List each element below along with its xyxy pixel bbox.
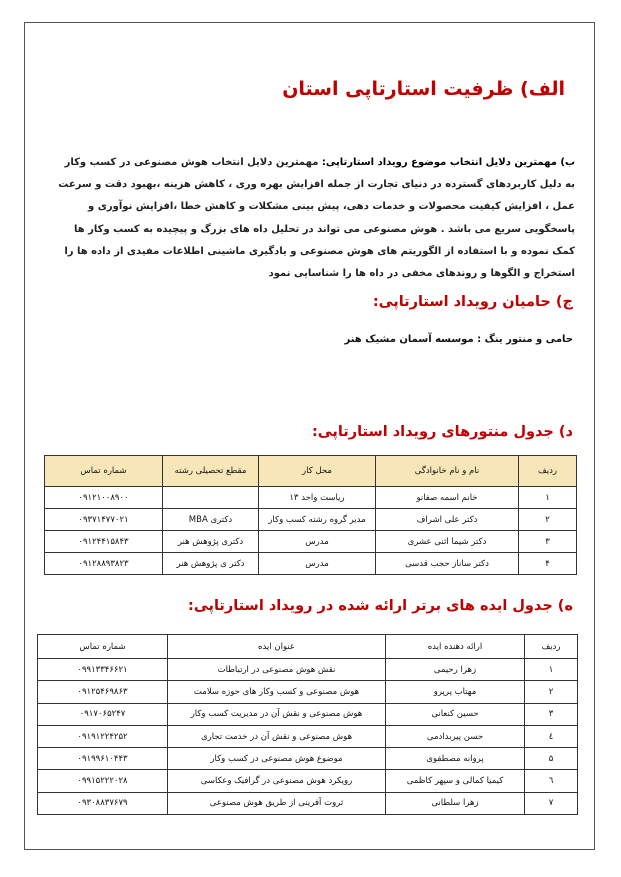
- idea-phone: ۰۹۹۱۵۲۲۲۰۲۸: [38, 770, 168, 792]
- mentor-degree: دکتر ی پژوهش هنر: [163, 553, 259, 575]
- mentor-phone: ۰۹۱۲۸۸۹۳۸۲۳: [45, 553, 163, 575]
- mentors-header-degree: مقطع تحصیلی رشته: [163, 456, 259, 487]
- idea-title: ثروت آفرینی از طریق هوش مصنوعی: [168, 792, 386, 814]
- idea-title: رویکرد هوش مصنوعی در گرافیک وعکاسی: [168, 770, 386, 792]
- mentor-name: دکتر علی اشراف: [376, 509, 519, 531]
- idea-title: نقش هوش مصنوعی در ارتباطات: [168, 659, 386, 681]
- mentor-workplace: ریاست واحد ۱۳: [259, 487, 376, 509]
- table-row: [45, 531, 577, 553]
- reasons-body: مهمترین دلایل انتخاب هوش مصنوعی در کسب وکار به دلیل کاربردهای گسترده در دنیای تجارت از جمله افزایش بهره وری ، کاهش هزینه ،بهبود دقت و سرعت عمل ، افزایش کیفیت محصولات و خدمات دهی، پیش بینی مشکلات و کاهش خطا ،افزایش نوآوری و پاسخگویی سریع می باشد . هوش مصنوعی می تواند در تحلیل داه های بزرگ و پیچیده به کسب وکار ها کمک نموده و با استفاده از الگوریتم های هوش مصنوعی و یادگیری ماشینی اطلاعات مفیدی از داده ها را استخراج و الگوها و روندهای مخفی در داه ها را شناسایی نمود: [58, 157, 575, 280]
- mentor-name: خانم اسمه صفانو: [376, 487, 519, 509]
- row-number: ۴: [519, 553, 577, 575]
- idea-phone: ۰۹۱۲۵۴۶۹۸۶۳: [38, 681, 168, 703]
- mentors-header-name: نام و نام خانوادگی: [376, 456, 519, 487]
- ideas-header-row-number: ردیف: [525, 635, 578, 659]
- ideas-header-title: عنوان ایده: [168, 635, 386, 659]
- idea-presenter: مهتاب پرپرو: [386, 681, 525, 703]
- row-number: ۳: [519, 531, 577, 553]
- ideas-heading: ه) جدول ایده های برتر ارائه شده در رویداد استارتاپی:: [188, 598, 573, 614]
- mentor-workplace: مدرس: [259, 531, 376, 553]
- idea-phone: ۰۹۱۷۰۶۵۲۴۷: [38, 703, 168, 725]
- ideas-table: [37, 634, 578, 815]
- idea-title: موضوع هوش مصنوعی در کسب وکار: [168, 748, 386, 770]
- ideas-header-presenter: ارائه دهنده ایده: [386, 635, 525, 659]
- idea-presenter: پروانه مصطفوی: [386, 748, 525, 770]
- idea-title: هوش مصنوعی و کسب وکار های حوزه سلامت: [168, 681, 386, 703]
- ideas-header-phone: شماره تماس: [38, 635, 168, 659]
- mentor-workplace: مدیر گروه رشته کسب وکار: [259, 509, 376, 531]
- mentors-table: [44, 455, 577, 575]
- table-row: [45, 487, 577, 509]
- sponsors-text: حامی و منتور ینگ : موسسه آسمان مشیک هنر: [344, 334, 573, 345]
- table-row: [38, 748, 578, 770]
- mentor-name: دکتر شیما اثنی عشری: [376, 531, 519, 553]
- mentors-heading: د) جدول منتورهای رویداد استارتاپی:: [311, 424, 573, 440]
- idea-presenter: زهرا رحیمی: [386, 659, 525, 681]
- idea-title: هوش مصنوعی و نقش آن در مدیریت کسب وکار: [168, 703, 386, 725]
- idea-presenter: حسین کنعانی: [386, 703, 525, 725]
- idea-title: هوش مصنوعی و نقش آن در خدمت تجاری: [168, 725, 386, 747]
- sponsors-heading: ج) حامیان رویداد استارتاپی:: [372, 294, 573, 310]
- mentor-name: دکتر ساناز حجب قدسی: [376, 553, 519, 575]
- row-number: ٤: [525, 725, 578, 747]
- row-number: ۲: [519, 509, 577, 531]
- main-heading: الف) ظرفیت استارتاپی استان: [282, 78, 565, 100]
- table-row: [38, 659, 578, 681]
- idea-presenter: زهرا سلطانی: [386, 792, 525, 814]
- mentor-degree: دکتری پژوهش هنر: [163, 531, 259, 553]
- row-number: ۱: [519, 487, 577, 509]
- table-row: [38, 681, 578, 703]
- row-number: ۷: [525, 792, 578, 814]
- reasons-lead: ب) مهمترین دلایل انتخاب موضوع رویداد استارتاپی:: [321, 157, 575, 168]
- mentor-phone: ۰۹۱۲۴۴۱۵۸۴۳: [45, 531, 163, 553]
- row-number: ۱: [525, 659, 578, 681]
- idea-phone: ۰۹۱۹۹۶۱۰۴۴۳: [38, 748, 168, 770]
- mentor-degree: [163, 487, 259, 509]
- table-row: [45, 553, 577, 575]
- idea-phone: ۰۹۹۱۳۳۴۶۶۲۱: [38, 659, 168, 681]
- mentor-workplace: مدرس: [259, 553, 376, 575]
- mentors-header-row-number: ردیف: [519, 456, 577, 487]
- table-row: [38, 703, 578, 725]
- table-row: [38, 792, 578, 814]
- row-number: ۲: [525, 681, 578, 703]
- table-row: [38, 725, 578, 747]
- mentors-header-phone: شماره تماس: [45, 456, 163, 487]
- idea-phone: ۰۹۳۰۸۸۳۷۶۷۹: [38, 792, 168, 814]
- table-row: [45, 509, 577, 531]
- idea-phone: ۰۹۱۹۱۲۲۴۲۵۲: [38, 725, 168, 747]
- ideas-header-row: [38, 635, 578, 659]
- idea-presenter: حسن پیربدادمی: [386, 725, 525, 747]
- row-number: ۵: [525, 748, 578, 770]
- mentors-header-row: [45, 456, 577, 487]
- mentor-phone: ۰۹۳۷۱۴۷۷۰۲۱: [45, 509, 163, 531]
- table-row: [38, 770, 578, 792]
- row-number: ۳: [525, 703, 578, 725]
- mentors-header-workplace: محل کار: [259, 456, 376, 487]
- idea-presenter: کیمیا کمالی و سپهر کاظمی: [386, 770, 525, 792]
- row-number: ٦: [525, 770, 578, 792]
- mentor-degree: دکتری MBA: [163, 509, 259, 531]
- reasons-paragraph: [55, 152, 575, 285]
- mentor-phone: ۰۹۱۲۱۰۰۸۹۰۰: [45, 487, 163, 509]
